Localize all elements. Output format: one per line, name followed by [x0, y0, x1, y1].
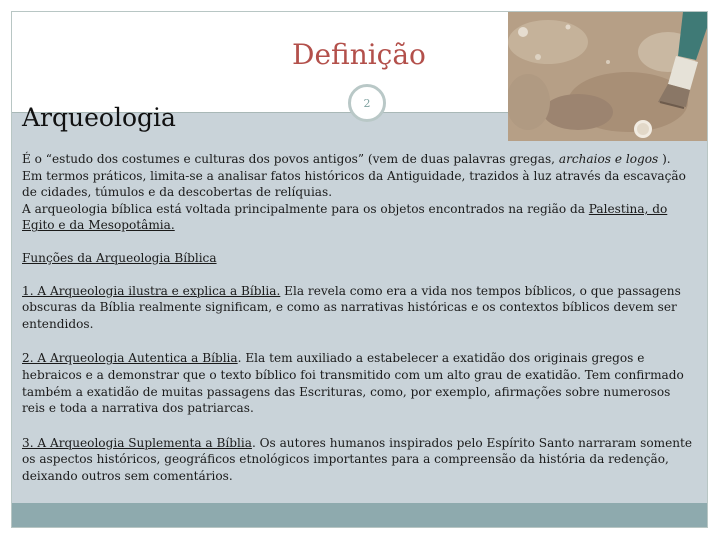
intro-definition-text: É o “estudo dos costumes e culturas dos povos antigos” (vem de duas palavras gregas,	[22, 152, 559, 166]
slide-number: 2	[363, 96, 371, 110]
function-item-1	[22, 283, 694, 333]
intro-biblical-text: A arqueologia bíblica está voltada principalmente para os objetos encontrados na região da	[22, 201, 589, 216]
function-item-1-text: Ela revela como era a vida nos tempos bíblicos, o que passagens obscuras da Bíblia realmente significam, e como as narrativas históricas e os contextos bíblicos devem ser entendidos.	[22, 283, 681, 331]
function-item-1-title: 1. A Arqueologia ilustra e explica a Bíblia.	[22, 283, 281, 298]
function-item-2-text: . Ela tem auxiliado a estabelecer a exatidão dos originais gregos e hebraicos e a demonstrar que o texto bíblico foi transmitido com um alto grau de exatidão. Tem confirmado também a exatidão de muitas passagens das Escrituras, como, por exemplo, afirmações sobre numerosos reis e toda a narrativa dos patriarcas.	[22, 351, 684, 416]
intro-greek-words: archaios e logos	[558, 152, 659, 166]
slide-subtitle: Arqueologia	[22, 103, 176, 132]
intro-definition	[22, 151, 694, 168]
functions-heading: Funções da Arqueologia Bíblica	[22, 250, 217, 265]
slide-number-badge	[348, 84, 386, 122]
slide-title: Definição	[292, 38, 426, 71]
intro-regions: Palestina, do Egito e da Mesopotâmia.	[22, 201, 668, 233]
slide	[11, 11, 708, 528]
function-item-2-title: 2. A Arqueologia Autentica a Bíblia	[22, 351, 238, 366]
function-item-3-text: . Os autores humanos inspirados pelo Espírito Santo narraram somente os aspectos históricos, geográficos etnológicos importantes para a compreensão da história da redenção, deixando outros sem comentários.	[22, 435, 693, 483]
slide-body	[22, 151, 694, 485]
intro-practical: Em termos práticos, limita-se a analisar fatos históricos da Antiguidade, trazidos à luz através da escavação de cidades, túmulos e da descobertas de relíquias.	[22, 168, 686, 200]
function-item-3	[22, 435, 694, 485]
slide-footer-bar	[12, 503, 707, 528]
intro-biblical	[22, 201, 694, 234]
archaeology-excavation-image	[508, 12, 708, 141]
function-item-2	[22, 350, 694, 416]
intro-definition-end: ).	[658, 152, 671, 166]
function-item-3-title: 3. A Arqueologia Suplementa a Bíblia	[22, 435, 252, 450]
